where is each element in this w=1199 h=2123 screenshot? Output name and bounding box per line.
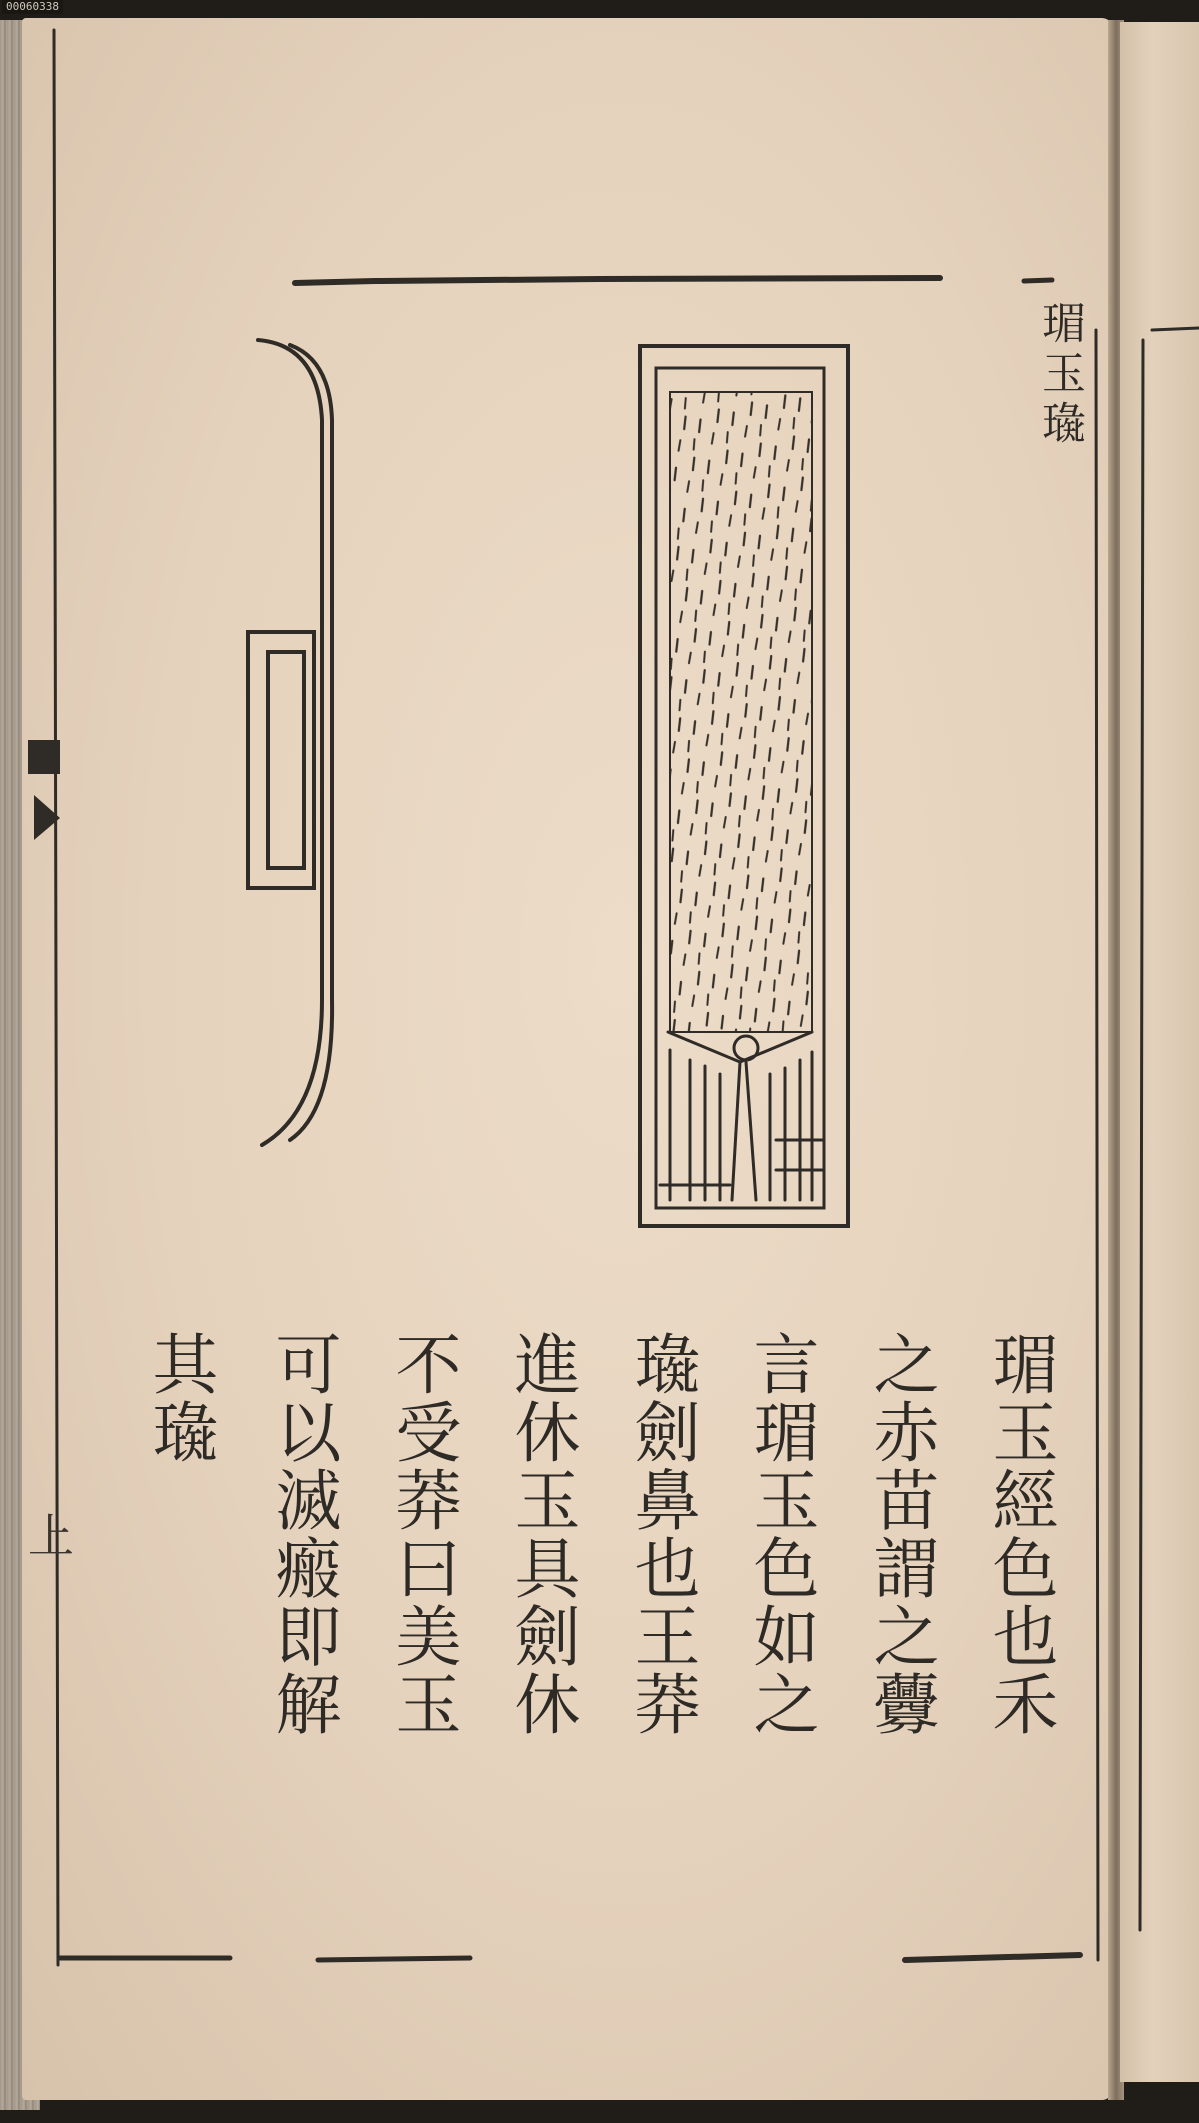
text-column-5: 進休玉具劍休 bbox=[503, 1330, 580, 1738]
text-column-6: 不受莽曰美玉 bbox=[384, 1330, 461, 1738]
text-column-2: 之赤苗謂之虋 bbox=[862, 1330, 939, 1738]
text-column-7: 可以滅瘢即解 bbox=[264, 1330, 341, 1738]
text-column-8: 其璏 bbox=[141, 1330, 218, 1466]
text-column-4: 璏劍鼻也王莽 bbox=[623, 1330, 700, 1738]
text-column-3: 言瑂玉色如之 bbox=[742, 1330, 819, 1738]
scabbard-profile-drawing bbox=[248, 340, 332, 1145]
text-column-1: 瑂玉經色也禾 bbox=[981, 1330, 1058, 1738]
margin-fragment: 上 bbox=[28, 1509, 74, 1563]
jade-slide-drawing bbox=[640, 346, 848, 1226]
scan-id-label: 00060338 bbox=[2, 0, 63, 14]
section-title: 瑂玉璏 bbox=[1034, 300, 1085, 450]
